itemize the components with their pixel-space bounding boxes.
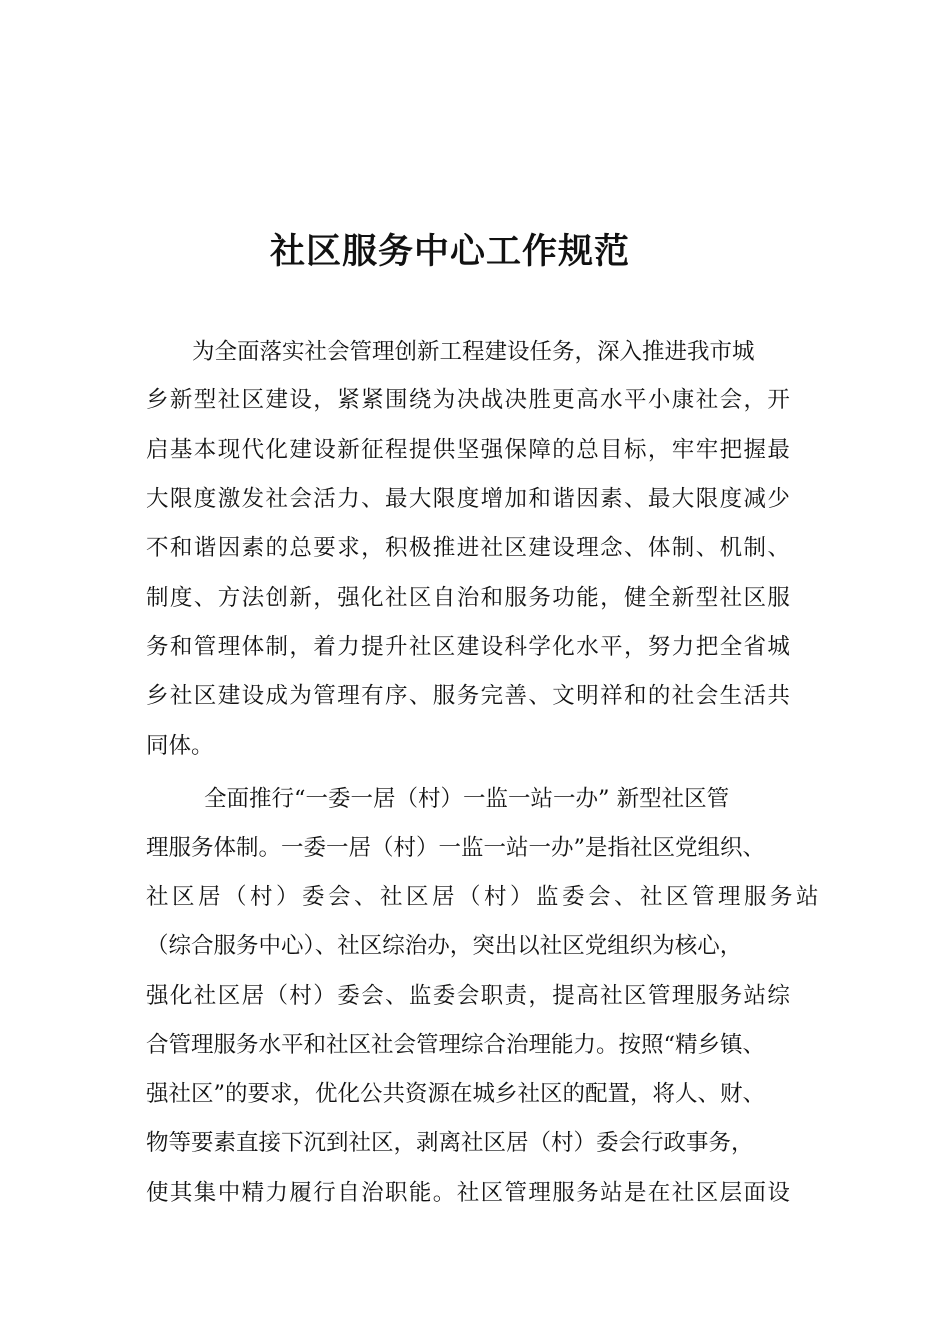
paragraph-2-line-7: 强社区”的要求，优化公共资源在城乡社区的配置，将人、财、	[146, 1081, 766, 1107]
paragraph-1-line-4: 大限度激发社会活力、最大限度增加和谐因素、最大限度减少	[146, 486, 792, 512]
paragraph-1-line-1: 为全面落实社会管理创新工程建设任务，深入推进我市城	[192, 339, 755, 365]
paragraph-1-line-3: 启基本现代化建设新征程提供坚强保障的总目标，牢牢把握最	[146, 437, 792, 463]
paragraph-1-line-2: 乡新型社区建设，紧紧围绕为决战决胜更高水平小康社会，开	[146, 387, 792, 413]
document-title: 社区服务中心工作规范	[269, 232, 630, 272]
paragraph-2-line-6: 合管理服务水平和社区社会管理综合治理能力。按照“精乡镇、	[146, 1032, 766, 1058]
paragraph-2-line-9: 使其集中精力履行自治职能。社区管理服务站是在社区层面设	[146, 1180, 792, 1206]
paragraph-2-line-8: 物等要素直接下沉到社区，剥离社区居（村）委会行政事务，	[146, 1130, 754, 1156]
paragraph-1-line-7: 务和管理体制，着力提升社区建设科学化水平，努力把全省城	[146, 634, 792, 660]
paragraph-2-line-5: 强化社区居（村）委会、监委会职责，提高社区管理服务站综	[146, 983, 792, 1009]
paragraph-1-line-9: 同体。	[146, 733, 214, 759]
paragraph-1-line-8: 乡社区建设成为管理有序、服务完善、文明祥和的社会生活共	[146, 683, 792, 709]
paragraph-2-line-3: 社区居（村）委会、社区居（村）监委会、社区管理服务站	[146, 884, 823, 910]
paragraph-1-line-5: 不和谐因素的总要求，积极推进社区建设理念、体制、机制、	[146, 535, 792, 561]
paragraph-1-line-6: 制度、方法创新，强化社区自治和服务功能，健全新型社区服	[146, 585, 792, 611]
paragraph-2-line-1: 全面推行“一委一居（村）一监一站一办” 新型社区管	[204, 786, 730, 812]
paragraph-2-line-2: 理服务体制。一委一居（村）一监一站一办”是指社区党组织、	[146, 835, 766, 861]
paragraph-2-line-4: （综合服务中心）、社区综治办，突出以社区党组织为核心，	[146, 933, 743, 959]
